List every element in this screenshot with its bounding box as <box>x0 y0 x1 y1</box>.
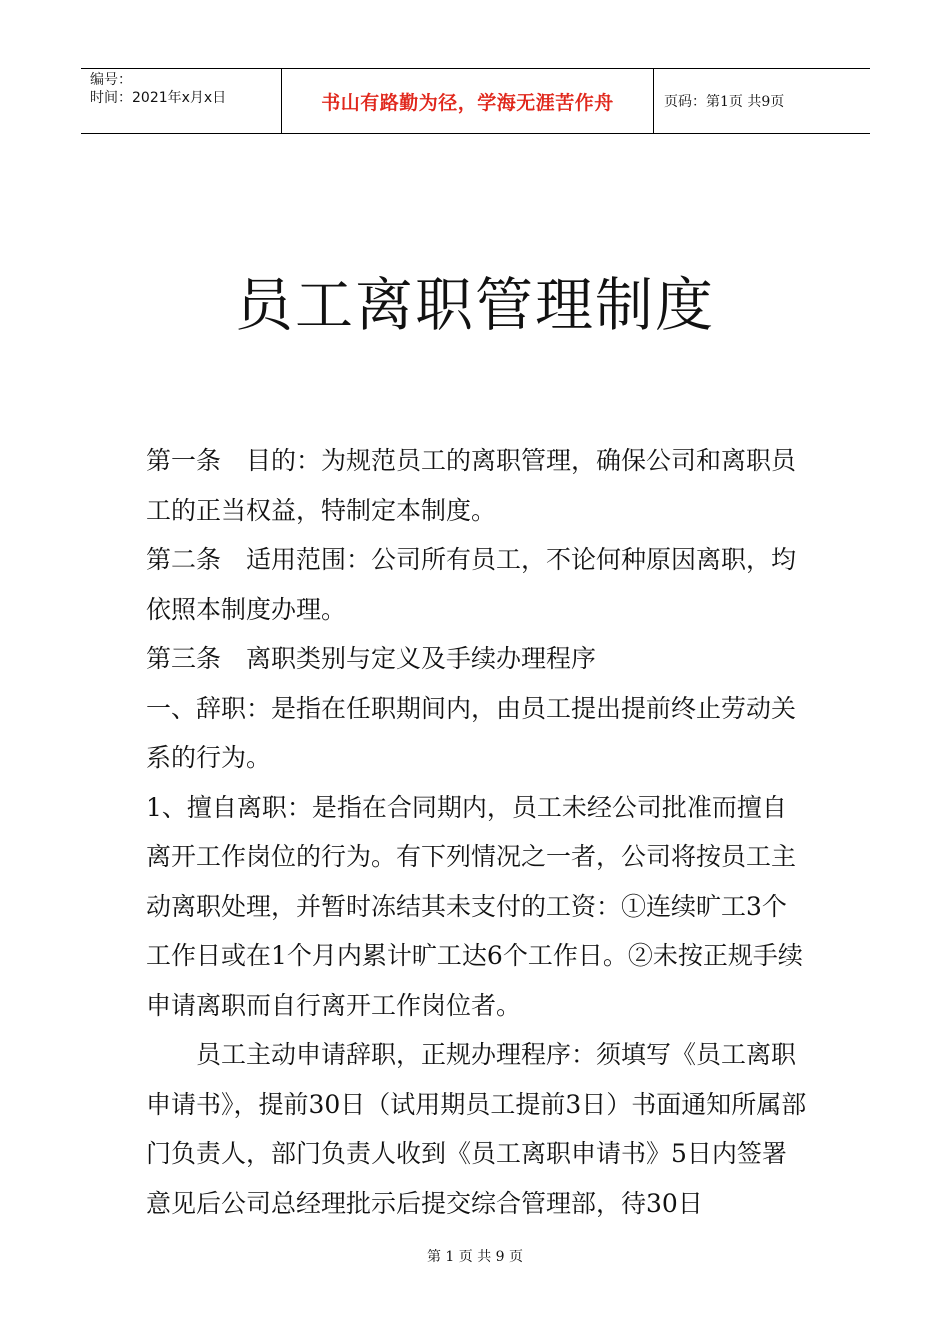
article-text: 适用范围：公司所有员工，不论何种原因离职，均依照本制度办理。 <box>146 545 797 624</box>
article-label: 第一条 <box>146 446 222 475</box>
document-header <box>81 68 870 134</box>
document-body <box>146 436 810 1228</box>
paragraph-procedure: 员工主动申请辞职，正规办理程序：须填写《员工离职申请书》，提前30日（试用期员工提前3日）书面通知所属部门负责人，部门负责人收到《员工离职申请书》5日内签署意见后公司总经理批示后提交综合管理部，待30日 <box>146 1040 807 1218</box>
header-meta <box>81 69 281 133</box>
paragraph-article-2 <box>146 535 810 634</box>
header-page-cell <box>654 69 870 133</box>
paragraph-article-1 <box>146 436 810 535</box>
paragraph-unauthorized-leave: 1、擅自离职：是指在合同期内，员工未经公司批准而擅自离开工作岗位的行为。有下列情况之一者，公司将按员工主动离职处理，并暂时冻结其未支付的工资：①连续旷工3个工作日或在1个月内累计旷工达6个工作日。②未按正规手续申请离职而自行离开工作岗位者。 <box>146 792 803 1020</box>
document-date: 时间：2021年x月x日 <box>90 90 227 106</box>
paragraph-resignation: 一、辞职：是指在任职期间内，由员工提出提前终止劳动关系的行为。 <box>146 693 797 772</box>
document-title: 员工离职管理制度 <box>234 271 715 339</box>
header-motto-cell <box>281 69 654 133</box>
article-label: 第二条 <box>146 545 222 574</box>
header-motto: 书山有路勤为径，学海无涯苦作舟 <box>321 91 614 114</box>
page-footer: 第 1 页 共 9 页 <box>426 1249 524 1265</box>
article-text: 离职类别与定义及手续办理程序 <box>246 644 597 673</box>
article-label: 第三条 <box>146 644 222 673</box>
article-text: 目的：为规范员工的离职管理，确保公司和离职员工的正当权益，特制定本制度。 <box>146 446 797 525</box>
document-number-label: 编号： <box>90 72 132 88</box>
paragraph-article-3 <box>146 634 810 684</box>
header-page-info: 页码：第1页 共9页 <box>664 94 785 110</box>
